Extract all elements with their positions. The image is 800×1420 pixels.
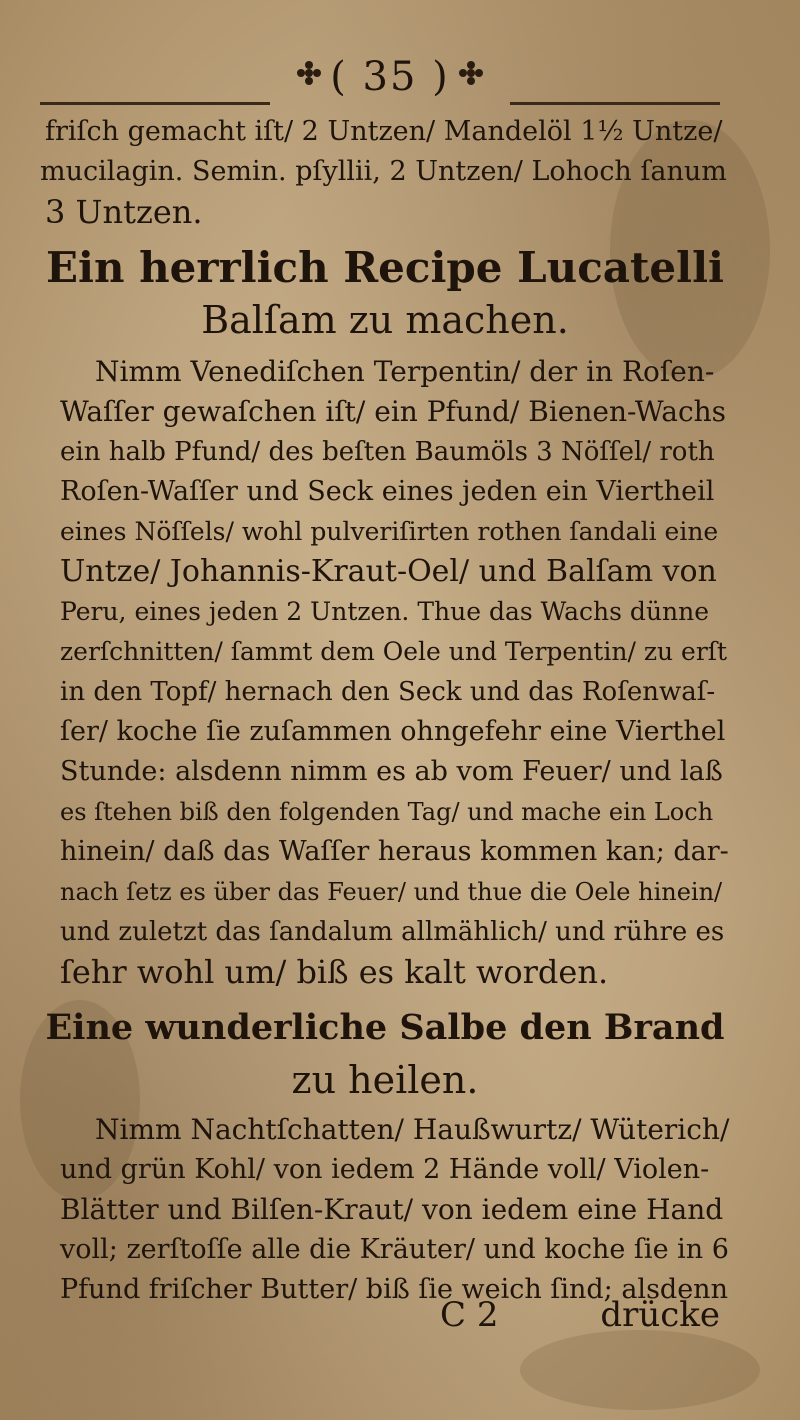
recipe-body xyxy=(40,352,730,992)
text-line: ſer/ koche ſie zuſammen ohngefehr eine Vierthel xyxy=(60,716,726,747)
text-line: hinein/ daß das Waſſer heraus kommen kan; dar- xyxy=(60,836,729,867)
text-line: und zuletzt das ſandalum allmählich/ und rühre es xyxy=(60,917,725,947)
text-line: Waſſer gewaſchen iſt/ ein Pfund/ Bienen-Wachs xyxy=(60,395,727,428)
recipe-title: Eine wunderliche Salbe den Brand xyxy=(45,1007,725,1048)
header-rule-right xyxy=(510,102,720,105)
text-line: nach ſetz es über das Feuer/ und thue die Oele hinein/ xyxy=(60,878,723,906)
text-line: Nimm Venediſchen Terpentin/ der in Roſen- xyxy=(95,355,715,388)
recipe-subtitle: zu heilen. xyxy=(291,1058,479,1102)
page-number-text: ( 35 ) xyxy=(330,54,450,100)
header-rule-left xyxy=(40,102,270,105)
text-line: mucilagin. Semin. pſyllii, 2 Untzen/ Lohoch ſanum xyxy=(40,156,727,187)
text-line: Untze/ Johannis-Kraut-Oel/ und Balſam von xyxy=(60,554,717,589)
text-line: zerſchnitten/ ſammt dem Oele und Terpentin/ zu erſt xyxy=(60,637,728,666)
floral-ornament-icon xyxy=(458,60,484,86)
recipe-subtitle: Balſam zu machen. xyxy=(201,298,569,342)
text-line: ein halb Pfund/ des beſten Baumöls 3 Nöſſel/ roth xyxy=(60,437,715,467)
intro-paragraph xyxy=(40,112,730,232)
text-line: Blätter und Bilſen-Kraut/ von iedem eine Hand xyxy=(60,1193,724,1226)
text-line: Nimm Nachtſchatten/ Haußwurtz/ Wüterich/ xyxy=(95,1113,730,1146)
text-line: es ſtehen biß den folgenden Tag/ und mache ein Loch xyxy=(60,798,714,826)
text-line: in den Topf/ hernach den Seck und das Roſenwaſ- xyxy=(60,677,716,707)
signature-mark: C 2 xyxy=(440,1295,499,1335)
text-line: 3 Untzen. xyxy=(45,193,203,231)
floral-ornament-icon xyxy=(296,60,322,86)
text-line: Peru, eines jeden 2 Untzen. Thue das Wachs dünne xyxy=(60,597,710,626)
text-line: und grün Kohl/ von iedem 2 Hände voll/ Violen- xyxy=(60,1154,710,1185)
text-line: Stunde: alsdenn nimm es ab vom Feuer/ und laß xyxy=(60,756,723,787)
text-line: Pfund friſcher Butter/ biß ſie weich ſind; alsdenn xyxy=(60,1274,728,1305)
recipe-section xyxy=(40,1000,730,1310)
recipe-section xyxy=(40,240,730,992)
text-line: voll; zerſtoſſe alle die Kräuter/ und koche ſie in 6 xyxy=(60,1234,729,1265)
page-number xyxy=(270,54,510,100)
recipe-title: Ein herrlich Recipe Lucatelli xyxy=(46,243,724,292)
text-line: friſch gemacht iſt/ 2 Untzen/ Mandelöl 1½ Untze/ xyxy=(45,116,723,147)
page-header xyxy=(40,48,730,108)
catchword: drücke xyxy=(600,1295,720,1335)
text-line: Roſen-Waſſer und Seck eines jeden ein Viertheil xyxy=(60,476,715,507)
page-footer xyxy=(40,1295,730,1345)
recipe-body xyxy=(40,1110,730,1310)
text-line: ſehr wohl um/ biß es kalt worden. xyxy=(60,953,609,991)
text-line: eines Nöſſels/ wohl pulveriſirten rothen ſandali eine xyxy=(60,517,719,546)
